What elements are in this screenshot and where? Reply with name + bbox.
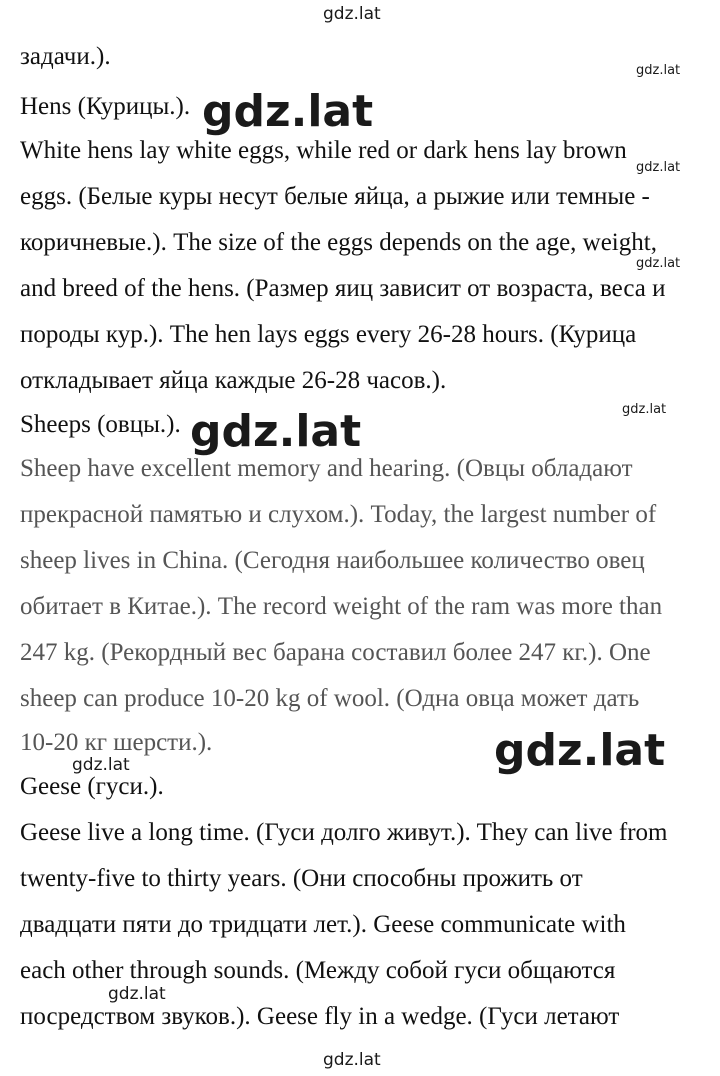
watermark-text: gdz.lat <box>636 63 681 78</box>
text-line: откладывает яйца каждые 26-28 часов.). <box>20 367 447 394</box>
section-heading-sheeps: Sheeps (овцы.). <box>20 411 181 438</box>
watermark-text: gdz.lat <box>636 160 681 175</box>
text-line: sheep lives in China. (Сегодня наибольшее количество овец <box>20 547 645 574</box>
text-line: and breed of the hens. (Размер яиц зависит от возраста, веса и <box>20 275 666 302</box>
text-line: twenty-five to thirty years. (Они способны прожить от <box>20 865 583 892</box>
watermark-text: gdz.lat <box>494 725 666 776</box>
text-line: породы кур.). The hen lays eggs every 26-28 hours. (Курица <box>20 321 637 348</box>
text-line: 10-20 кг шерсти.). <box>20 729 213 756</box>
watermark-text: gdz.lat <box>636 256 681 271</box>
text-line: коричневые.). The size of the eggs depends on the age, weight, <box>20 229 657 256</box>
watermark-text: gdz.lat <box>622 402 667 417</box>
text-line: задачи.). <box>20 43 111 70</box>
text-line: посредством звуков.). Geese fly in a wedge. (Гуси летают <box>20 1003 620 1030</box>
watermark-text: gdz.lat <box>323 1050 381 1070</box>
watermark-text: gdz.lat <box>202 86 374 137</box>
section-heading-hens: Hens (Курицы.). <box>20 93 191 120</box>
text-line: White hens lay white eggs, while red or dark hens lay brown <box>20 137 627 164</box>
watermark-text: gdz.lat <box>323 4 381 24</box>
text-line: each other through sounds. (Между собой гуси общаются <box>20 957 616 984</box>
text-line: обитает в Китае.). The record weight of the ram was more than <box>20 593 663 620</box>
watermark-text: gdz.lat <box>108 984 166 1004</box>
text-line: двадцати пяти до тридцати лет.). Geese communicate with <box>20 911 626 938</box>
text-line: прекрасной памятью и слухом.). Today, the largest number of <box>20 501 657 528</box>
section-heading-geese: Geese (гуси.). <box>20 773 164 800</box>
watermark-text: gdz.lat <box>72 755 130 775</box>
watermark-text: gdz.lat <box>190 406 362 457</box>
text-line: eggs. (Белые куры несут белые яйца, а рыжие или темные - <box>20 183 650 210</box>
text-line: sheep can produce 10-20 kg of wool. (Одна овца может дать <box>20 685 640 712</box>
text-line: 247 kg. (Рекордный вес барана составил более 247 кг.). One <box>20 639 651 666</box>
text-line: Sheep have excellent memory and hearing. (Овцы обладают <box>20 455 633 482</box>
text-line: Geese live a long time. (Гуси долго живут.). They can live from <box>20 819 668 846</box>
